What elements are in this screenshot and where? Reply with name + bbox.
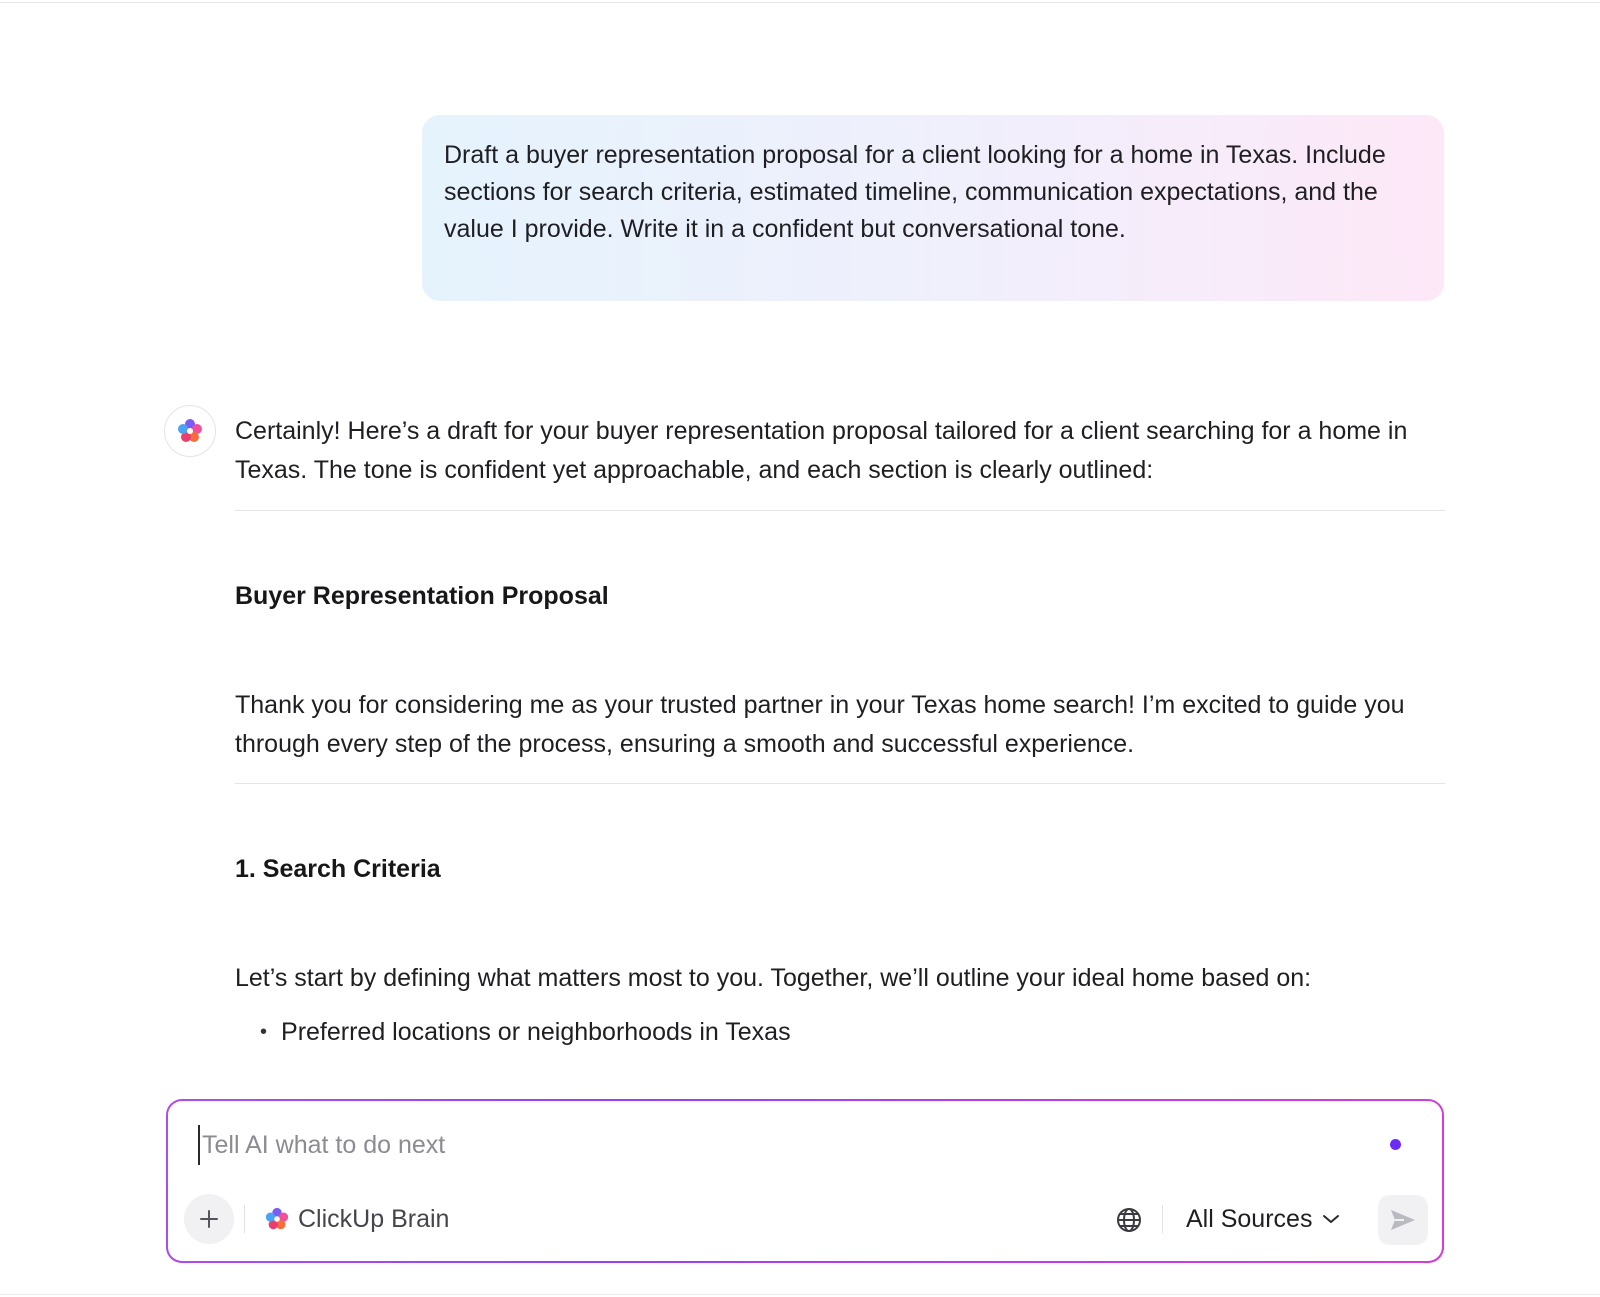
composer-body <box>168 1101 1442 1261</box>
proposal-title: Buyer Representation Proposal <box>235 582 609 610</box>
ai-composer <box>166 1099 1444 1263</box>
thanks-paragraph: Thank you for considering me as your trusted partner in your Texas home search! I’m excited to guide you through every step of the process, ensuring a smooth and successful experience. <box>235 691 1405 758</box>
section-divider <box>235 510 1445 511</box>
send-icon <box>1389 1208 1417 1232</box>
toolbar-separator <box>1162 1205 1163 1233</box>
chevron-down-icon <box>1322 1213 1340 1225</box>
ai-intro-text: Certainly! Here’s a draft for your buyer representation proposal tailored for a client searching for a home in Texas. The tone is confident yet approachable, and each section is clearly outlined: <box>235 417 1408 484</box>
section-divider <box>235 783 1445 784</box>
bullet-icon: • <box>260 1021 268 1043</box>
clickup-brain-button[interactable] <box>264 1199 449 1239</box>
globe-icon <box>1115 1206 1143 1234</box>
user-message-bubble <box>422 115 1444 301</box>
prompt-input[interactable] <box>198 1125 1348 1165</box>
sources-label: All Sources <box>1186 1204 1313 1233</box>
top-divider <box>0 2 1600 3</box>
list-item <box>260 1015 791 1049</box>
search-criteria-paragraph: Let’s start by defining what matters most to you. Together, we’ll outline your ideal home based on: <box>235 964 1312 992</box>
web-search-button[interactable] <box>1112 1203 1146 1237</box>
status-dot-icon <box>1390 1139 1401 1150</box>
search-criteria-heading: 1. Search Criteria <box>235 855 441 883</box>
clickup-brain-icon <box>264 1206 290 1232</box>
clickup-brain-label: ClickUp Brain <box>298 1204 450 1233</box>
bottom-divider <box>0 1294 1600 1295</box>
sources-dropdown[interactable] <box>1186 1199 1340 1239</box>
add-attachment-button[interactable] <box>184 1194 234 1244</box>
plus-icon <box>198 1208 220 1230</box>
user-message-text: Draft a buyer representation proposal for a client looking for a home in Texas. Include sections for search criteria, estimated timeline, communication expectations, and the value I provide. Write it in a confident but conversational tone. <box>444 141 1386 243</box>
send-button[interactable] <box>1378 1195 1428 1245</box>
clickup-brain-icon <box>176 417 204 445</box>
ai-avatar <box>164 405 216 457</box>
toolbar-separator <box>244 1205 245 1233</box>
list-item-text: Preferred locations or neighborhoods in Texas <box>281 1018 791 1046</box>
